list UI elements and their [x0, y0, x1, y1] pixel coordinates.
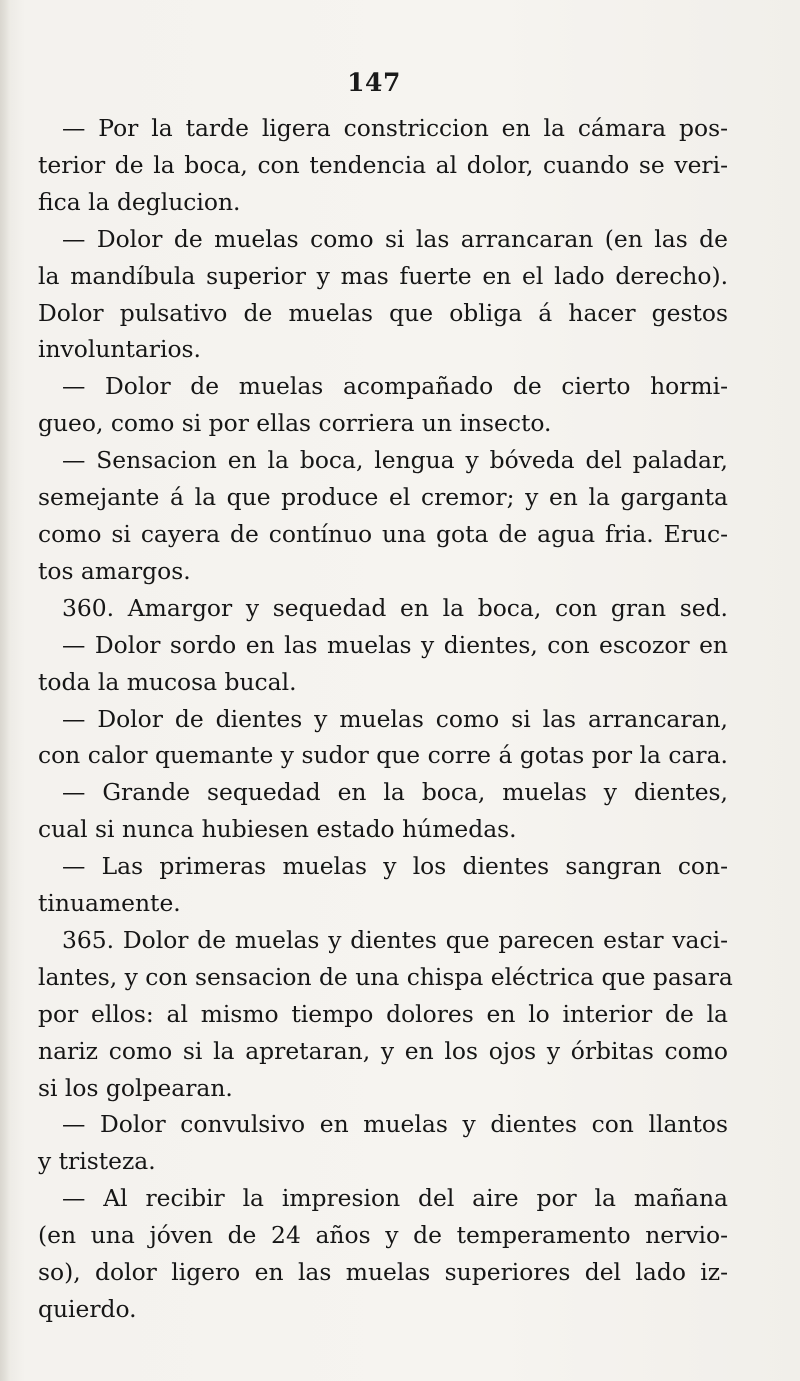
text-line: Dolor pulsativo de muelas que obliga á hacer gestos [38, 298, 728, 327]
page-gutter-shadow [0, 0, 10, 1381]
text-line: — Grande sequedad en la boca, muelas y dientes, [62, 778, 728, 807]
text-line: si los golpearan. [38, 1073, 233, 1102]
text-line: — Las primeras muelas y los dientes sangran con- [62, 852, 728, 881]
text-line: la mandíbula superior y mas fuerte en el lado derecho). [38, 261, 728, 290]
text-line: — Dolor de dientes y muelas como si las arrancaran, [62, 704, 728, 733]
text-line: quierdo. [38, 1295, 137, 1323]
text-line: 360. Amargor y sequedad en la boca, con gran sed. [62, 593, 728, 622]
text-line: por ellos: al mismo tiempo dolores en lo interior de la [38, 999, 728, 1028]
text-line: — Por la tarde ligera constriccion en la cámara pos- [62, 114, 728, 142]
text-line: y tristeza. [38, 1147, 156, 1176]
text-line: — Dolor convulsivo en muelas y dientes con llantos [62, 1110, 728, 1139]
text-line: con calor quemante y sudor que corre á gotas por la cara. [38, 741, 728, 770]
text-line: 365. Dolor de muelas y dientes que parecen estar vaci- [62, 925, 728, 954]
text-line: toda la mucosa bucal. [38, 667, 297, 696]
text-line: — Al recibir la impresion del aire por la mañana [62, 1184, 728, 1213]
text-line: cual si nunca hubiesen estado húmedas. [38, 815, 517, 844]
text-line: (en una jóven de 24 años y de temperamento nervio- [38, 1221, 728, 1250]
text-line: tos amargos. [38, 556, 191, 585]
text-line: como si cayera de contínuo una gota de agua fria. Eruc- [38, 519, 728, 548]
text-line: nariz como si la apretaran, y en los ojos y órbitas como [38, 1036, 728, 1065]
text-line: — Sensacion en la boca, lengua y bóveda del paladar, [62, 446, 728, 475]
text-line: lantes, y con sensacion de una chispa eléctrica que pasara [38, 962, 733, 991]
text-line: involuntarios. [38, 335, 201, 364]
text-line: semejante á la que produce el cremor; y en la garganta [38, 483, 728, 512]
text-line: — Dolor de muelas como si las arrancaran (en las de [62, 224, 728, 253]
text-line: so), dolor ligero en las muelas superiores del lado iz- [38, 1258, 728, 1287]
text-line: terior de la boca, con tendencia al dolor, cuando se veri- [38, 150, 728, 179]
text-line: fica la deglucion. [38, 187, 241, 216]
page-number: 147 [347, 68, 401, 97]
text-line: gueo, como si por ellas corriera un insecto. [38, 409, 552, 438]
text-line: tinuamente. [38, 889, 181, 918]
body-text [38, 110, 733, 1328]
text-line: — Dolor de muelas acompañado de cierto hormi- [62, 372, 728, 401]
text-line: — Dolor sordo en las muelas y dientes, con escozor en [62, 630, 728, 659]
